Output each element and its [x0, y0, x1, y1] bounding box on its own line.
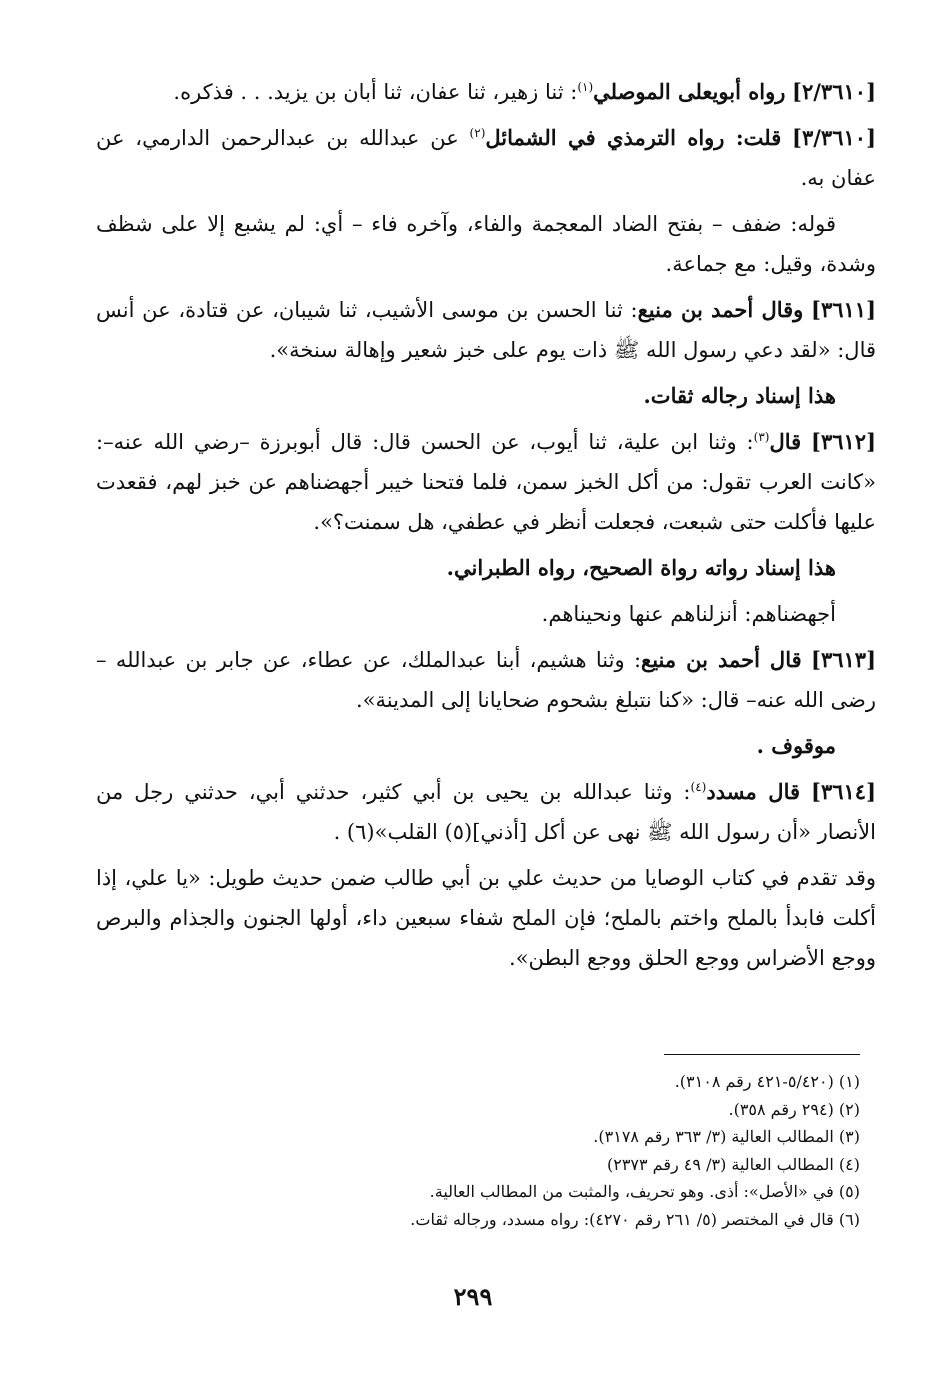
entry-lead: وقال أحمد بن منيع [637, 297, 804, 322]
footnote-marker: (١) [577, 80, 594, 94]
footnote-2: (٢) (٢٩٤ رقم ٣٥٨). [728, 1099, 860, 1119]
entry-ref: [٣٦١٤] [811, 779, 876, 804]
entry-lead: قال مسدد [706, 779, 801, 804]
footnote-1: (١) (٥/٤٢٠-٤٢١ رقم ٣١٠٨). [674, 1072, 860, 1091]
closing-paragraph: وقد تقدم في كتاب الوصايا من حديث علي بن أبي طالب ضمن حديث طويل: «يا علي، إذا أكلت فابدأ بالملح واختم بالملح؛ فإن الملح شفاء سبعين داء، أولها الجنون والجذام والبرص ووجع الأضراس ووجع الحلق ووجع البطن». [96, 866, 876, 970]
entry-3612 [96, 422, 876, 542]
grading-line: هذا إسناد رجاله ثقات. [643, 383, 836, 408]
entry-ref: [٣٦١٢] [811, 429, 876, 454]
entry-3614 [96, 772, 876, 852]
entry-ref: [٣/٣٦١٠] [792, 125, 876, 150]
footnote-marker: (٢) [469, 126, 486, 140]
entry-3610-2 [96, 72, 876, 112]
entry-text: : ثنا الحسن بن موسى الأشيب، ثنا شيبان، عن قتادة، عن أنس قال: «لقد دعي رسول الله ﷺ ذات يوم على خبز شعير وإهالة سنخة». [96, 298, 876, 362]
entry-lead: قال [769, 429, 802, 454]
gloss-paragraph: أجهضناهم: أنزلناهم عنها ونحيناهم. [541, 602, 836, 626]
entry-3610-3 [96, 118, 876, 198]
entry-text: : وثنا عبدالله بن يحيى بن أبي كثير، حدثني أبي، حدثني رجل من الأنصار «أن رسول الله ﷺ نهى عن أكل [أذني](٥) القلب»(٦) . [96, 780, 876, 844]
entry-ref: [٣٦١١] [811, 297, 876, 322]
footnote-5: (٥) في «الأصل»: أذى. وهو تحريف، والمثبت من المطالب العالية. [429, 1182, 860, 1201]
entry-text: : وثنا هشيم، أبنا عبدالملك، عن عطاء، عن جابر بن عبدالله – رضى الله عنه– قال: «كنا نتبلغ بشحوم ضحايانا إلى المدينة». [96, 648, 876, 712]
footnote-3: (٣) المطالب العالية (٣/ ٣٦٣ رقم ٣١٧٨). [593, 1127, 860, 1146]
footnote-divider [664, 1054, 860, 1055]
entry-lead: قال أحمد بن منيع [641, 647, 802, 672]
footnote-marker: (٣) [753, 430, 770, 444]
entry-3611 [96, 290, 876, 370]
entry-text: : وثنا ابن علية، ثنا أيوب، عن الحسن قال: قال أبوبرزة –رضي الله عنه–: «كانت العرب تقول: من أكل الخبز سمن، فلما فتحنا خيبر أجهضناهم عن خبز لهم، فقعدت عليها فأكلت حتى شبعت، فجعلت أنظر في عطفي، هل سمنت؟». [96, 430, 876, 534]
entry-ref: [٣٦١٣] [811, 647, 876, 672]
entry-ref: [٢/٣٦١٠] [792, 79, 876, 104]
entry-text: عن عبدالله بن عبدالرحمن الدارمي، عن عفان به. [96, 126, 876, 190]
footnote-marker: (٤) [690, 780, 707, 794]
page-number: ٢٩٩ [453, 1282, 493, 1311]
footnote-4: (٤) المطالب العالية (٣/ ٤٩ رقم ٢٣٧٣) [606, 1154, 860, 1174]
entry-lead: قلت: رواه الترمذي في الشمائل [485, 125, 782, 150]
grading-line: هذا إسناد رواته رواة الصحيح، رواه الطبراني. [446, 555, 836, 580]
entry-text: : ثنا زهير، ثنا عفان، ثنا أبان بن يزيد. . . فذكره. [173, 80, 578, 104]
entry-lead: رواه أبويعلى الموصلي [593, 79, 786, 104]
gloss-paragraph: قوله: ضفف – بفتح الضاد المعجمة والفاء، وآخره فاء – أي: لم يشبع إلا على شظف وشدة، وقيل: مع جماعة. [96, 212, 876, 276]
footnotes [80, 1068, 860, 1233]
entry-3613 [96, 640, 876, 720]
page-body [96, 72, 876, 984]
footnote-6: (٦) قال في المختصر (٥/ ٢٦١ رقم ٤٢٧٠): رواه مسدد، ورجاله ثقات. [410, 1209, 860, 1229]
grading-line: موقوف . [756, 733, 836, 758]
